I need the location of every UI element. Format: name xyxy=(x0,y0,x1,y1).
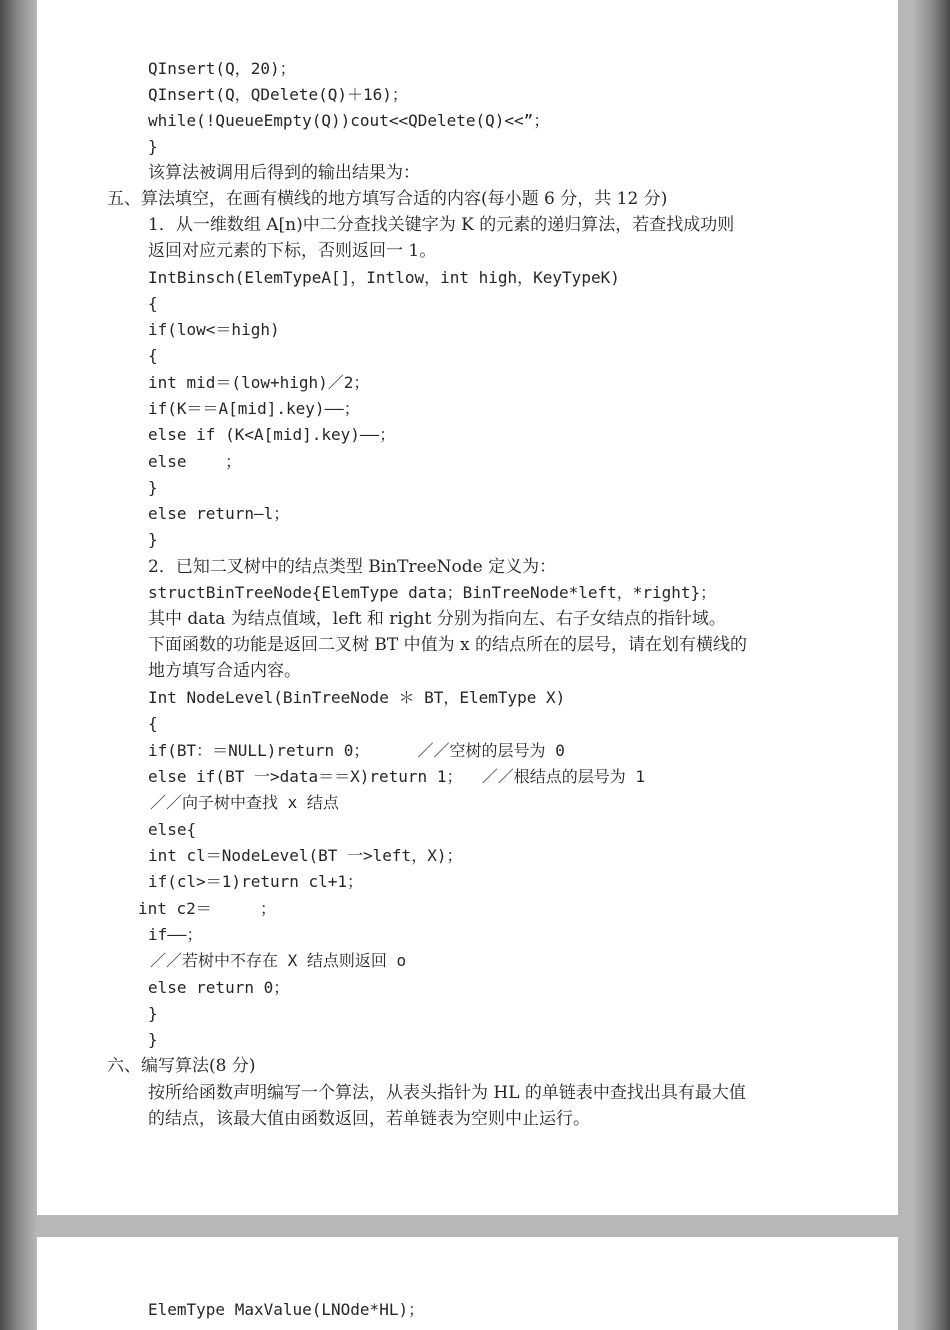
code-line: } xyxy=(148,530,158,549)
code-line: { xyxy=(148,346,158,365)
question-text: 返回对应元素的下标，否则返回一 1。 xyxy=(148,241,437,261)
question-text: 的结点，该最大值由函数返回，若单链表为空则中止运行。 xyxy=(148,1109,590,1129)
code-line: while(!QueueEmpty(Q))cout<<QDelete(Q)<<”； xyxy=(148,111,550,130)
code-line: int c2＝ ； xyxy=(138,899,276,918)
code-line: int mid＝(low+high)／2； xyxy=(148,373,370,392)
code-line: Int NodeLevel(BinTreeNode ＊ BT，ElemType X) xyxy=(148,688,566,707)
question-text: 地方填写合适内容。 xyxy=(148,661,301,681)
code-line: ElemType MaxValue(LNOde*HL)； xyxy=(148,1300,425,1319)
code-line: if(cl>＝1)return cl+1； xyxy=(148,872,364,891)
question-text: 1．从一维数组 A[n)中二分查找关键字为 K 的元素的递归算法，若查找成功则 xyxy=(148,215,735,235)
code-line: else return 0； xyxy=(148,978,290,997)
code-line: IntBinsch(ElemTypeA[]，Intlow，int high，KeyTypeK) xyxy=(148,268,620,287)
code-line: if(BT：＝NULL)return 0； ／／空树的层号为 0 xyxy=(148,741,565,760)
question-text: 其中 data 为结点值域，left 和 right 分别为指向左、右子女结点的指针域。 xyxy=(148,609,726,629)
code-line: else{ xyxy=(148,820,197,839)
code-line: QInsert(Q，QDelete(Q)＋16)； xyxy=(148,85,408,104)
question-text: 2．已知二叉树中的结点类型 BinTreeNode 定义为： xyxy=(148,557,557,577)
code-line: else if (K<A[mid].key)——； xyxy=(148,425,396,444)
code-line: } xyxy=(148,478,158,497)
code-line: if——； xyxy=(148,925,203,944)
section-heading: 六、编写算法(8 分) xyxy=(107,1056,256,1076)
code-line: structBinTreeNode{ElemType data；BinTreeNode*left，*right}； xyxy=(148,583,717,602)
question-text: 按所给函数声明编写一个算法，从表头指针为 HL 的单链表中查找出具有最大值 xyxy=(148,1083,746,1103)
text-line: 该算法被调用后得到的输出结果为： xyxy=(148,163,420,183)
code-line: } xyxy=(148,1004,158,1023)
code-line: else return—l； xyxy=(148,504,290,523)
code-comment: ／／向子树中查找 x 结点 xyxy=(150,793,339,812)
code-line: if(low<＝high) xyxy=(148,320,280,339)
code-line: else if(BT 一>data＝＝X)return 1； ／／根结点的层号为 1 xyxy=(148,767,645,786)
code-line: QInsert(Q，20)； xyxy=(148,59,296,78)
code-line: int cl＝NodeLevel(BT 一>left，X)； xyxy=(148,846,463,865)
code-line: } xyxy=(148,1030,158,1049)
section-heading: 五、算法填空，在画有横线的地方填写合适的内容(每小题 6 分，共 12 分) xyxy=(107,189,668,209)
code-line: else ； xyxy=(148,452,242,471)
document-page-2 xyxy=(37,1237,898,1330)
code-line: } xyxy=(148,137,158,156)
code-line: { xyxy=(148,294,158,313)
document-page-1 xyxy=(37,0,898,1215)
code-comment: ／／若树中不存在 X 结点则返回 o xyxy=(150,951,407,970)
question-text: 下面函数的功能是返回二叉树 BT 中值为 x 的结点所在的层号，请在划有横线的 xyxy=(148,635,748,655)
code-line: { xyxy=(148,714,158,733)
code-line: if(K＝＝A[mid].key)——； xyxy=(148,399,360,418)
